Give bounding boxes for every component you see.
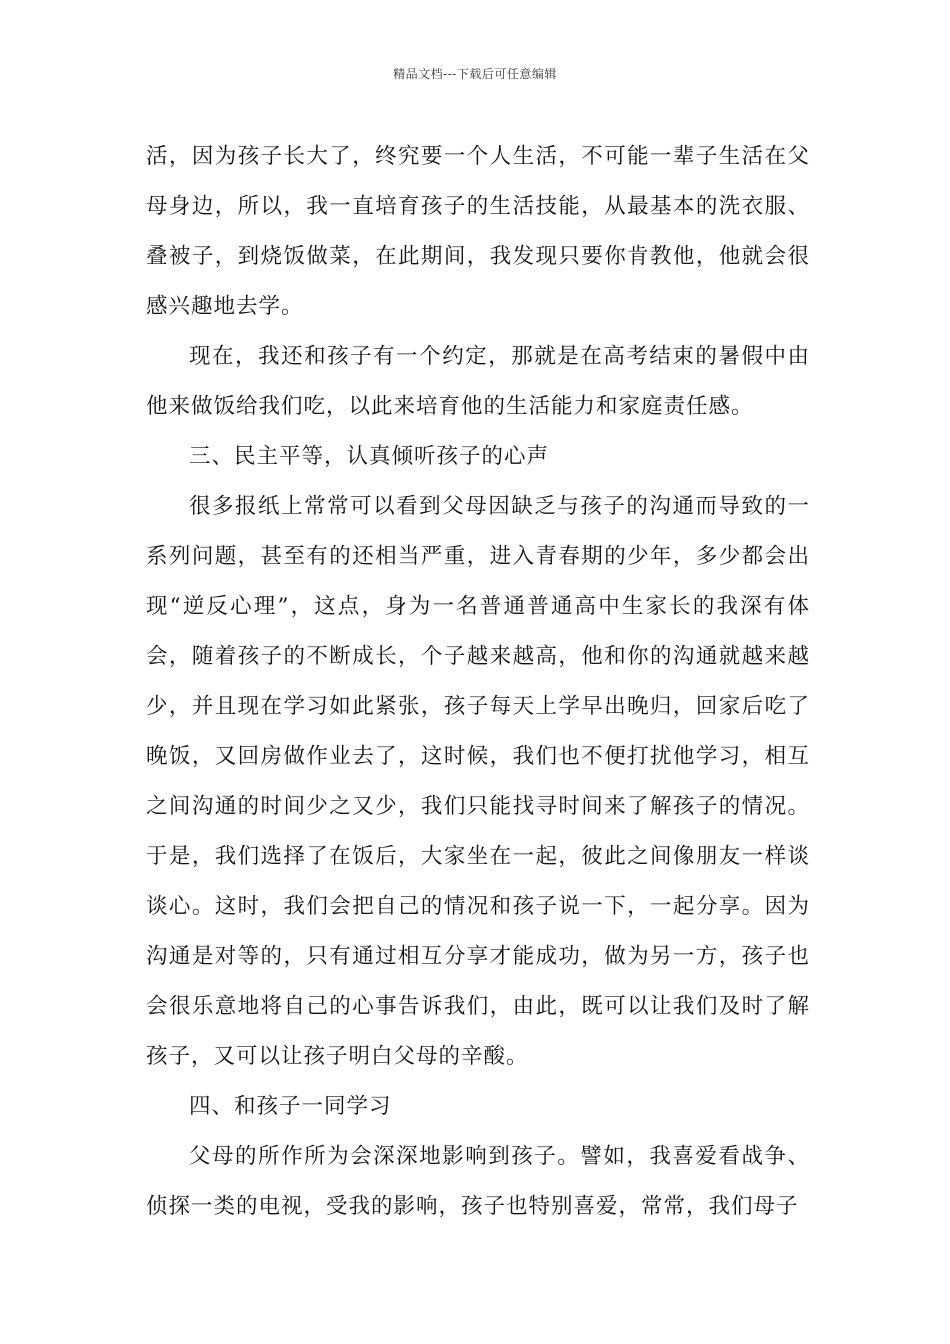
document-body [146,132,810,1232]
paragraph: 父母的所作所为会深深地影响到孩子。譬如，我喜爱看战争、侦探一类的电视，受我的影响，孩子也特别喜爱，常常，我们母子 [146,1144,810,1219]
section-heading: 四、和孩子一同学习 [189,1094,392,1119]
paragraph: 很多报纸上常常可以看到父母因缺乏与孩子的沟通而导致的一系列问题，甚至有的还相当严重，进入青春期的少年，多少都会出现“逆反心理”，这点，身为一名普通普通高中生家长的我深有体会，随着孩子的不断成长，个子越来越高，他和你的沟通就越来越少，并且现在学习如此紧张，孩子每天上学早出晚归，回家后吃了晚饭，又回房做作业去了，这时候，我们也不便打扰他学习，相互之间沟通的时间少之又少，我们只能找寻时间来了解孩子的情况。于是，我们选择了在饭后，大家坐在一起，彼此之间像朋友一样谈谈心。这时，我们会把自己的情况和孩子说一下，一起分享。因为沟通是对等的，只有通过相互分享才能成功，做为另一方，孩子也会很乐意地将自己的心事告诉我们，由此，既可以让我们及时了解孩子，又可以让孩子明白父母的辛酸。 [146,494,810,1069]
section-heading: 三、民主平等，认真倾听孩子的心声 [189,444,550,469]
paragraph: 现在，我还和孩子有一个约定，那就是在高考结束的暑假中由他来做饭给我们吃，以此来培育他的生活能力和家庭责任感。 [146,344,810,419]
paragraph-continuation: 活，因为孩子长大了，终究要一个人生活，不可能一辈子生活在父母身边，所以，我一直培育孩子的生活技能，从最基本的洗衣服、叠被子，到烧饭做菜，在此期间，我发现只要你肯教他，他就会很感兴趣地去学。 [146,144,810,319]
page-header: 精品文档---下载后可任意编辑 [393,67,557,81]
